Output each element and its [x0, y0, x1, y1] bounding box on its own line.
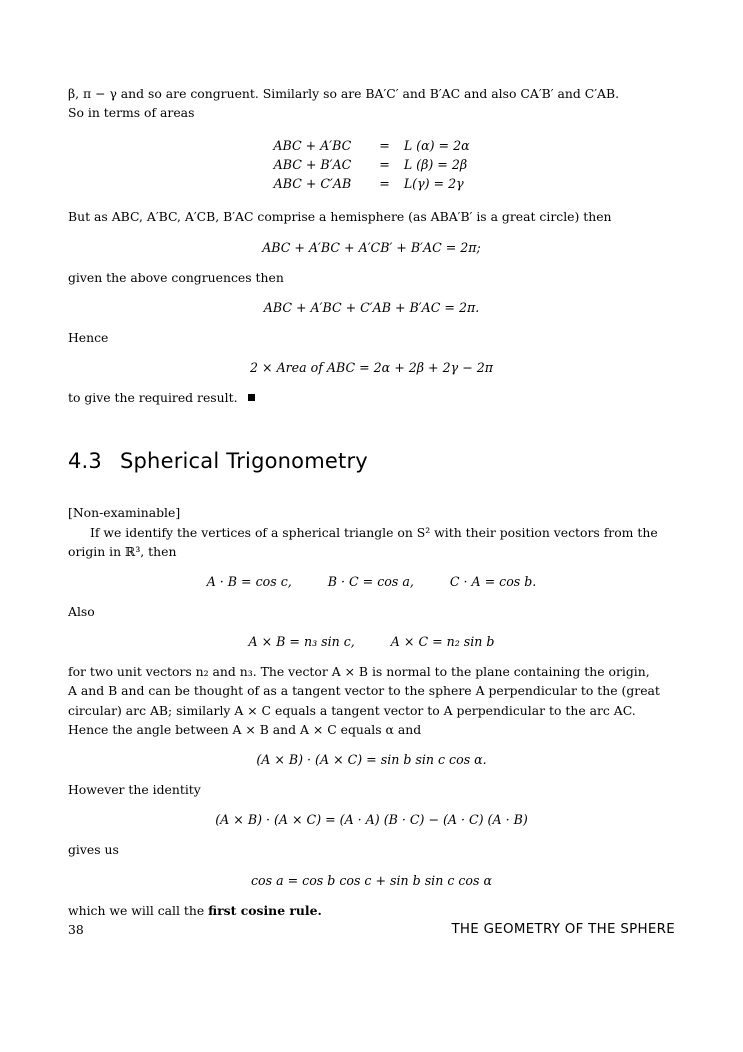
equation-relation: =	[379, 157, 390, 173]
equation-row	[273, 155, 469, 174]
page-footer	[68, 922, 675, 942]
equation-lhs: ABC + C′AB	[273, 176, 352, 192]
equation-5-part-3: C · A = cos b.	[449, 573, 537, 589]
paragraph-12-text: which we will call the	[68, 902, 209, 918]
paragraph-9-line-3: circular) arc AB; similarly A × C equals a tangent vector to A perpendicular to the arc AC.	[68, 702, 636, 718]
equation-rhs: L(γ) = 2γ	[403, 176, 464, 192]
qed-square-icon	[248, 394, 255, 401]
paragraph-10: However the identity	[68, 782, 201, 798]
section-number: 4.3	[68, 449, 102, 474]
paragraph-4: Hence	[68, 329, 109, 345]
page-content	[68, 84, 675, 920]
paragraph-9	[68, 662, 675, 739]
paragraph-12	[68, 901, 675, 920]
paragraph-7-line-1: If we identify the vertices of a spherical triangle on S² with their position vectors from the	[90, 524, 658, 540]
equation-5-part-1: A · B = cos c,	[206, 573, 292, 589]
paragraph-2: But as ABC, A′BC, A′CB, B′AC comprise a hemisphere (as ABA′B′ is a great circle) then	[68, 209, 612, 225]
equation-relation: =	[379, 138, 390, 154]
paragraph-9-line-4: Hence the angle between A × B and A × C equals α and	[68, 721, 422, 737]
equation-lhs: ABC + B′AC	[273, 157, 352, 173]
equation-3: ABC + A′BC + C′AB + B′AC = 2π.	[263, 299, 480, 315]
paragraph-11: gives us	[68, 842, 119, 858]
page-number: 38	[68, 922, 84, 937]
paragraph-1-line-2: So in terms of areas	[68, 105, 195, 121]
paragraph-1	[68, 84, 675, 122]
equation-2: ABC + A′BC + A′CB′ + B′AC = 2π;	[262, 239, 481, 255]
equation-5-part-2: B · C = cos a,	[327, 573, 414, 589]
paragraph-9-line-1: for two unit vectors n₂ and n₃. The vector A × B is normal to the plane containing the origin,	[68, 664, 650, 680]
running-head: THE GEOMETRY OF THE SPHERE	[451, 922, 675, 937]
equation-6-part-1: A × B = n₃ sin c,	[248, 634, 355, 650]
equation-lhs: ABC + A′BC	[273, 138, 352, 154]
paragraph-6: [Non-examinable]	[68, 505, 181, 521]
first-cosine-rule-term: first cosine rule.	[208, 902, 322, 918]
equation-row	[273, 136, 469, 155]
equation-4: 2 × Area of ABC = 2α + 2β + 2γ − 2π	[250, 360, 493, 376]
equation-relation: =	[379, 176, 390, 192]
paragraph-9-line-2: A and B and can be thought of as a tangent vector to the sphere A perpendicular to the (great	[68, 683, 660, 699]
paragraph-3: given the above congruences then	[68, 269, 284, 285]
equation-row	[273, 174, 469, 193]
equation-rhs: L (β) = 2β	[403, 157, 468, 173]
equation-6	[68, 634, 675, 649]
equation-rhs: L (α) = 2α	[403, 138, 470, 154]
equation-7: (A × B) · (A × C) = sin b sin c cos α.	[256, 752, 487, 768]
equation-5	[68, 574, 675, 589]
section-title: Spherical Trigonometry	[120, 449, 368, 474]
paragraph-8: Also	[68, 603, 95, 619]
paragraph-5	[68, 388, 675, 407]
equation-6-part-2: A × C = n₂ sin b	[390, 634, 495, 650]
paragraph-7-line-2: origin in ℝ³, then	[68, 543, 177, 559]
equation-group-1	[273, 136, 469, 193]
equation-8: (A × B) · (A × C) = (A · A) (B · C) − (A · C) (A · B)	[215, 812, 528, 828]
paragraph-1-line-1: β, π − γ and so are congruent. Similarly so are BA′C′ and B′AC and also CA′B′ and C′AB.	[68, 86, 620, 101]
section-heading	[68, 449, 675, 473]
equation-9: cos a = cos b cos c + sin b sin c cos α	[251, 872, 492, 888]
paragraph-5-text: to give the required result.	[68, 390, 238, 406]
